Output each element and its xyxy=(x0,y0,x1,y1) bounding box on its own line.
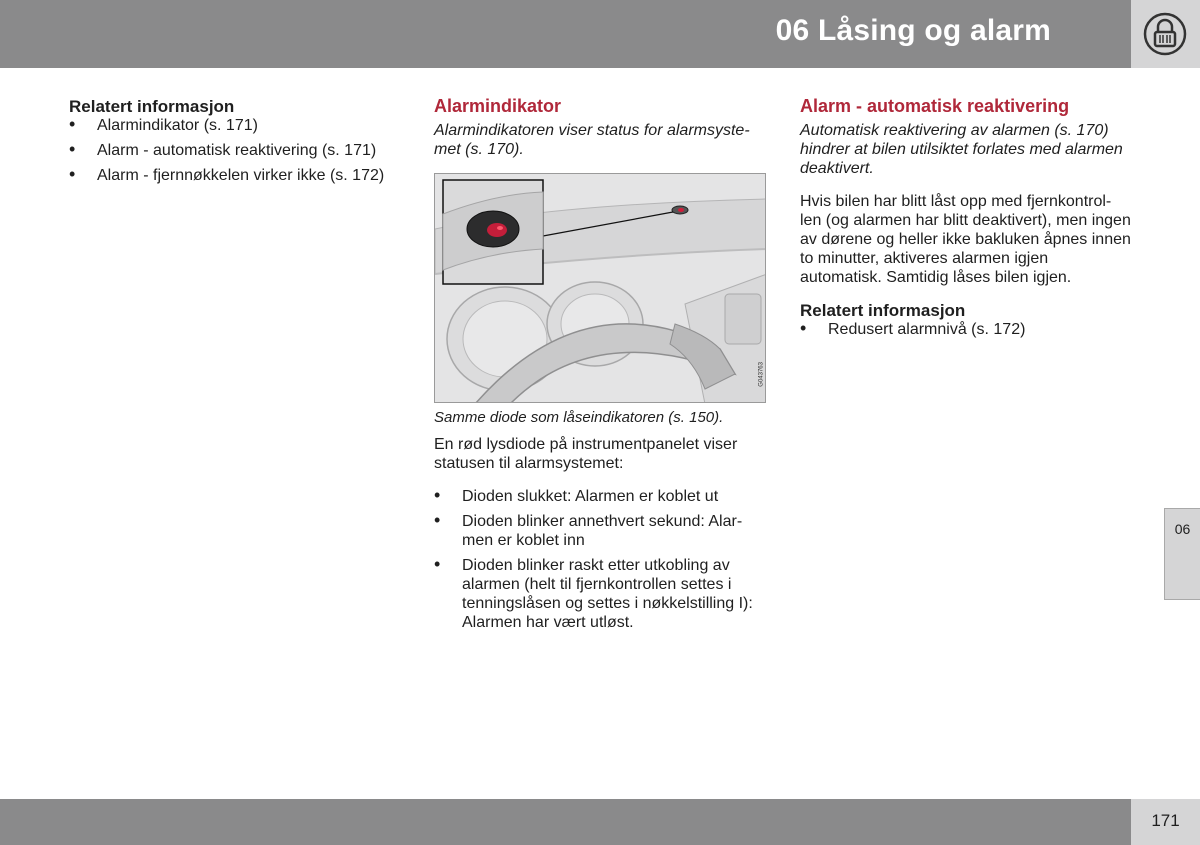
related-info-list xyxy=(69,116,399,185)
page-title: 06 Låsing og alarm xyxy=(775,14,1051,47)
auto-reactivation-intro: Automatisk reaktivering av alarmen (s. 170) hindrer at bilen utilsiktet forlates med alarmen deaktivert. xyxy=(800,122,1123,177)
dashboard-illustration xyxy=(434,173,766,403)
alarm-indicator-body: En rød lysdiode på instrumentpanelet viser statusen til alarmsystemet: xyxy=(434,436,738,472)
header-bar xyxy=(0,0,1131,68)
column-auto-reactivation xyxy=(800,95,1132,345)
column-related-info xyxy=(69,95,399,191)
list-item: • Dioden blinker annethvert sekund: Alar-men er koblet inn xyxy=(434,512,768,550)
chapter-icon-box xyxy=(1131,0,1200,68)
figure-caption: Samme diode som låseindikatoren (s. 150). xyxy=(434,409,724,426)
chapter-side-tab[interactable] xyxy=(1164,508,1200,600)
related-info-heading: Relatert informasjon xyxy=(69,97,235,116)
list-item[interactable]: • Alarm - fjernnøkkelen virker ikke (s. 172) xyxy=(69,166,399,185)
list-item: • Dioden blinker raskt etter utkobling av alarmen (helt til fjernkontrollen settes i tenningslåsen og settes i nøkkelstilling I): Alarmen har vært utløst. xyxy=(434,556,768,632)
padlock-icon xyxy=(1143,12,1187,56)
figure-code: G043763 xyxy=(759,362,765,387)
footer-bar xyxy=(0,799,1131,845)
related-info-heading: Relatert informasjon xyxy=(800,301,966,320)
auto-reactivation-body: Hvis bilen har blitt låst opp med fjernkontrol-len (og alarmen har blitt deaktivert), men ingen av dørene og heller ikke bakluken åpnes innen to minutter, aktiveres alarmen igjen automatisk. Samtidig låses bilen igjen. xyxy=(800,193,1131,286)
alarm-indicator-intro: Alarmindikatoren viser status for alarmsyste-met (s. 170). xyxy=(434,122,750,158)
related-info-list xyxy=(800,320,1132,339)
chapter-tab-label: 06 xyxy=(1174,521,1191,537)
indicator-status-list xyxy=(434,487,768,632)
list-item[interactable]: • Redusert alarmnivå (s. 172) xyxy=(800,320,1132,339)
column-alarm-indicator xyxy=(434,95,768,638)
page-number: 171 xyxy=(1151,811,1180,830)
list-item[interactable]: • Alarmindikator (s. 171) xyxy=(69,116,399,135)
dashboard-drawing xyxy=(435,174,766,403)
list-item[interactable]: • Alarm - automatisk reaktivering (s. 171) xyxy=(69,141,399,160)
page-number-box xyxy=(1131,799,1200,845)
auto-reactivation-heading: Alarm - automatisk reaktivering xyxy=(800,96,1070,116)
alarm-indicator-heading: Alarmindikator xyxy=(434,96,562,116)
list-item: • Dioden slukket: Alarmen er koblet ut xyxy=(434,487,768,506)
